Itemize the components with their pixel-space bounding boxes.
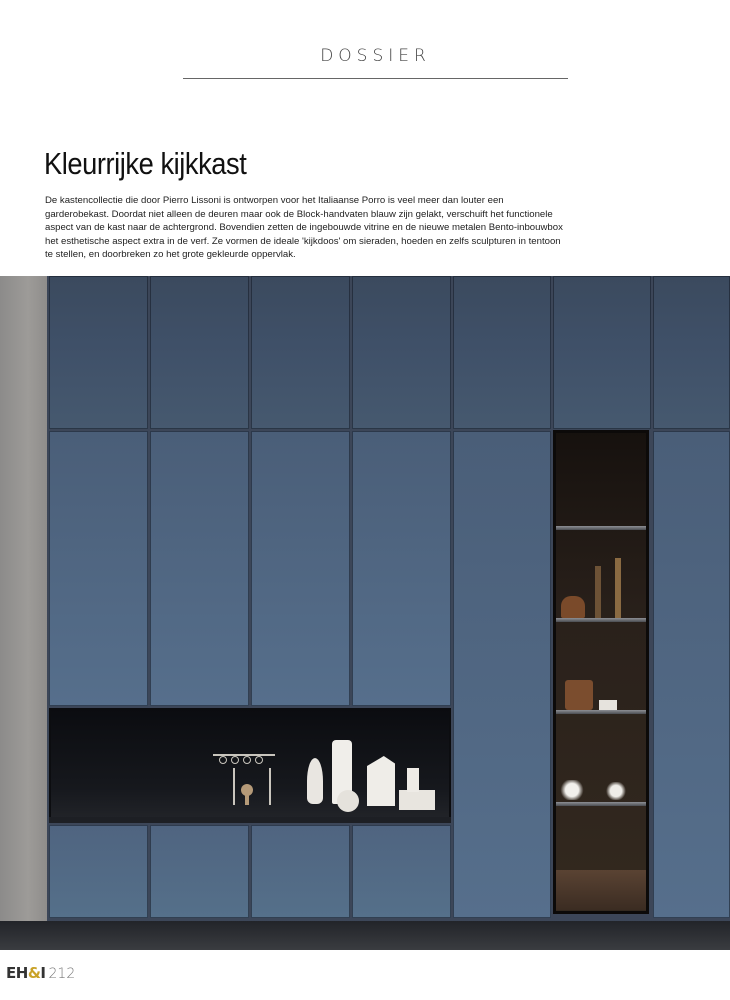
cabinet-door-tall [453,431,551,918]
small-figure [407,768,419,792]
side-wall [0,276,47,936]
leather-box [565,680,593,710]
vitrine-shelf [556,802,646,806]
cabinet-door [251,825,350,918]
jewellery-rack [209,754,279,806]
vitrine-shelf [556,710,646,714]
cabinet-door [653,276,730,429]
cabinet-door [251,276,350,429]
cabinet-door [150,825,249,918]
floor [0,921,730,950]
niche-shelf [49,817,451,823]
article-intro: De kastencollectie die door Pierro Lissoni is ontworpen voor het Italiaanse Porro is veel meer dan louter een garderobekast. Doordat niet alleen de deuren maar ook de Block-handvaten blauw zijn gelakt, verschuift het functionele aspect van de kast naar de achtergrond. Bovendien zetten de ingebouwde vitrine en de nieuwe metalen Bento-inbouwbox het esthetische aspect extra in de verf. Ze vormen de ideale 'kijkdoos' om sieraden, hoeden en zelfs sculpturen in tentoon te stellen, en doorbreken zo het grote gekleurde oppervlak. [45,195,563,261]
cabinet-door [453,276,551,429]
cabinet-door [352,431,451,706]
glass-vitrine [553,430,649,914]
section-divider [183,78,568,79]
vitrine-shelf [556,618,646,622]
cabinet-door [150,431,249,706]
vase-sculpture [307,758,323,804]
cabinet-door [553,276,651,429]
cube-sculpture [399,790,435,810]
magazine-logo: EH&I [6,964,46,982]
candle-holder [615,558,621,618]
vitrine-shelf [556,526,646,530]
cabinet-door [352,276,451,429]
wardrobe-cabinet [47,276,730,921]
page-footer [6,964,75,982]
vitrine-floor [556,870,646,910]
page-number: 212 [48,966,76,982]
article-title: Kleurrijke kijkkast [44,146,247,181]
cabinet-door [150,276,249,429]
sphere-sculpture [337,790,359,812]
article-photo [0,276,730,950]
display-niche [49,708,451,823]
section-label: DOSSIER [320,46,431,66]
candle-holder [595,566,601,618]
coral-sculpture [559,780,585,800]
cabinet-door [49,431,148,706]
cabinet-door [49,825,148,918]
cabinet-door [352,825,451,918]
cabinet-door [251,431,350,706]
coral-sculpture [605,782,627,800]
hat-box [561,596,585,618]
small-white-box [599,700,617,710]
cabinet-door-tall [653,431,730,918]
block-sculpture [367,756,395,806]
cabinet-door [49,276,148,429]
